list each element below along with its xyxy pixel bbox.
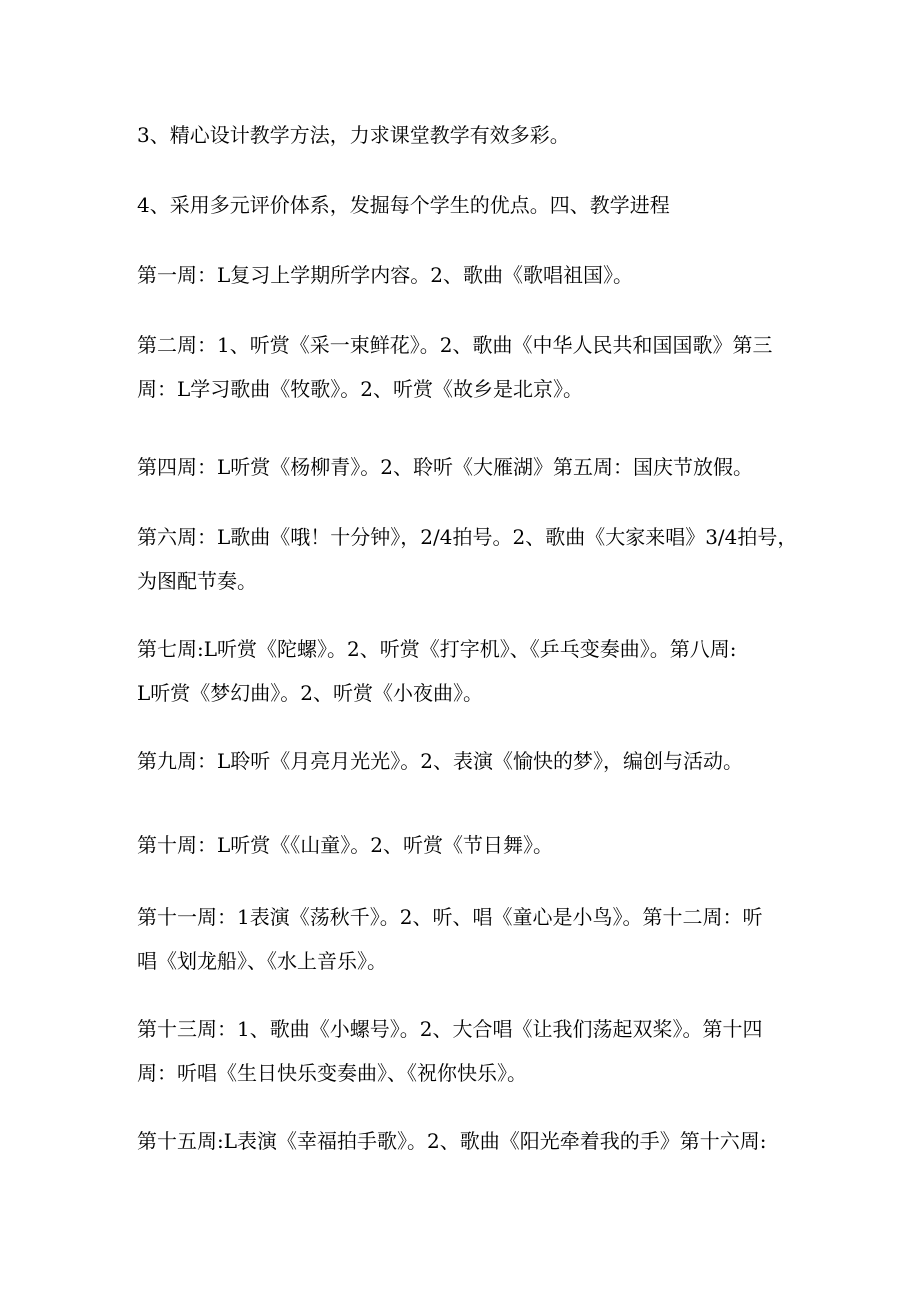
text-line: 第四周：L听赏《杨柳青》。2、聆听《大雁湖》第五周：国庆节放假。 <box>137 455 754 479</box>
text-line: 第九周：L聆听《月亮月光光》。2、表演《愉快的梦》，编创与活动。 <box>137 749 744 773</box>
paragraph-week-15-16 <box>137 1119 817 1163</box>
text-line: 第二周：1、听赏《采一束鲜花》。2、歌曲《中华人民共和国国歌》第三 <box>137 333 773 357</box>
paragraph-week-4-5 <box>137 445 817 489</box>
text-line: 唱《划龙船》、《水上音乐》。 <box>137 949 387 973</box>
text-line: L听赏《梦幻曲》。2、听赏《小夜曲》。 <box>137 681 484 705</box>
paragraph-week-1 <box>137 253 817 297</box>
paragraph-week-11-12 <box>137 895 817 983</box>
text-line: 周：L学习歌曲《牧歌》。2、听赏《故乡是北京》。 <box>137 377 584 401</box>
paragraph-week-13-14 <box>137 1007 817 1095</box>
paragraph-week-2-3 <box>137 323 817 411</box>
paragraph-week-10 <box>137 823 817 867</box>
text-line: 第十一周：1表演《荡秋千》。2、听、唱《童心是小鸟》。第十二周：听 <box>137 905 763 929</box>
paragraph-week-7-8 <box>137 627 817 715</box>
text-line: 第十五周:L表演《幸福拍手歌》。2、歌曲《阳光牵着我的手》第十六周: <box>137 1129 767 1153</box>
text-line: 3、精心设计教学方法，力求课堂教学有效多彩。 <box>137 123 570 147</box>
text-line: 第六周：L歌曲《哦！十分钟》，2/4拍号。2、歌曲《大家来唱》3/4拍号， <box>137 525 798 549</box>
text-line: 周：听唱《生日快乐变奏曲》、《祝你快乐》。 <box>137 1061 527 1085</box>
paragraph-teaching-methods <box>137 113 817 157</box>
text-line: 第七周:L听赏《陀螺》。2、听赏《打字机》、《乒乓变奏曲》。第八周: <box>137 637 737 661</box>
text-line: 4、采用多元评价体系，发掘每个学生的优点。四、教学进程 <box>137 193 670 217</box>
text-line: 第一周：L复习上学期所学内容。2、歌曲《歌唱祖国》。 <box>137 263 634 287</box>
paragraph-week-6 <box>137 515 817 603</box>
paragraph-evaluation-system <box>137 183 817 227</box>
text-line: 第十周：L听赏《《山童》。2、听赏《节日舞》。 <box>137 833 554 857</box>
text-line: 第十三周：1、歌曲《小螺号》。2、大合唱《让我们荡起双桨》。第十四 <box>137 1017 763 1041</box>
paragraph-week-9 <box>137 739 817 783</box>
text-line: 为图配节奏。 <box>137 569 257 593</box>
